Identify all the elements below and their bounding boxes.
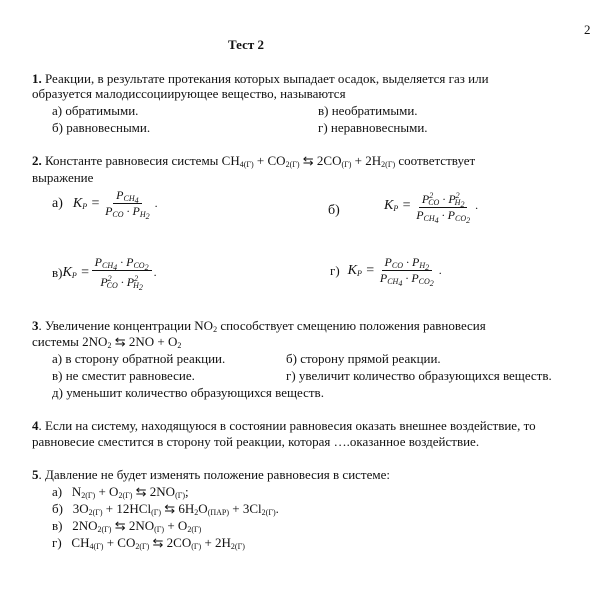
question-3-system: системы 2NO [32,334,108,349]
q5-option-a-label: а) [52,484,63,499]
q3-option-b: б) сторону прямой реакции. [286,351,441,366]
q2-option-a: а) $K_P$ = $\frac{P_{CH_4}}{P_{CO} \cdot P_{H_2}}$ . [52,188,158,221]
question-4-number: 4 [32,418,39,433]
question-5-line-1 [32,467,390,482]
q2-option-b: $K_P$ = $\frac{P^2_{CO} \cdot P^2_{H_2}}{P_{CH_4} \cdot P_{CO_2}}$ . [384,188,478,223]
q5-option-b-label: б) [52,501,63,516]
page-title: Тест 2 [228,37,265,52]
question-3-line-1: 3. Увеличение концентрации $NO_2$ способствует смещению положения равновесия [32,318,486,334]
question-4-text: . Если на систему, находящуюся в состоянии равновесия оказать внешнее воздействие, то [38,418,536,433]
question-3-system-end: ⇆ 2NO + O [111,334,178,349]
q3-option-d: д) уменьшит количество образующихся веществ. [52,385,324,400]
question-3-number: 3 [32,318,39,333]
question-2-line-1 [32,153,475,168]
question-1-text: Реакции, в результате протекания которых выпадает осадок, выделяется газ или [41,71,489,86]
q5-option-a: а) $N_{2(Г)} + O_{2(Г)}$ ⇆ $2NO_{(Г)}$; [52,484,189,500]
question-4-line-2: равновесие сместится в сторону той реакции, которая ….оказанное воздействие. [32,434,480,449]
question-4-line-1 [32,418,536,433]
q3-option-g: г) увеличит количество образующихся веществ. [286,368,552,383]
question-1-line-1 [32,71,489,86]
q2-option-a-label: а) [52,196,63,211]
q3-option-a: а) в сторону обратной реакции. [52,351,226,366]
q2-option-g-label: г) [330,263,340,278]
q2-option-b-label: б) [328,203,340,218]
q2-option-g: г) $K_P$ = $\frac{P_{CO} \cdot P_{H_2}}{P_{CH_4} \cdot P_{CO_2}}$ . [330,255,442,288]
q1-option-g: г) неравновесными. [318,120,428,135]
question-1-number: 1. [32,71,42,86]
q5-option-v: в) $2NO_{2(Г)}$ ⇆ $2NO_{(Г)} + O_{2(Г)}$ [52,518,202,534]
q1-option-v: в) необратимыми. [318,103,418,118]
q5-option-g: г) $CH_{4(Г)} + CO_{2(Г)}$ ⇆ $2CO_{(Г)} + 2H_{2(Г)}$ [52,535,245,551]
question-2-line-2: выражение [32,170,94,185]
q5-option-v-label: в) [52,518,63,533]
question-2-text-end: соответствует [395,153,476,168]
question-2-reaction: $CH_{4(Г)} + CO_{2(Г)}$ ⇆ $2CO_{(Г)} + 2H_{2(Г)}$ [221,153,396,169]
question-2-text: Константе равновесия системы [41,153,222,168]
q1-option-b: б) равновесными. [52,120,151,135]
question-3-text: . Увеличение концентрации NO [38,318,214,333]
q2-option-v: в) $K_P$ = $\frac{P_{CH_4} \cdot P_{CO_2}}{P^2_{CO} \cdot P^2_{H_2}}$ . [52,255,157,292]
question-5-number: 5 [32,467,39,482]
question-2-number: 2. [32,153,42,168]
question-1-line-2: образуется малодиссоциирующее вещество, называются [32,86,346,101]
question-3-text-end: способствует смещению положения равновесия [217,318,486,333]
q2-option-v-label: в) [52,265,63,280]
question-5-text: . Давление не будет изменять положение равновесия в системе: [38,467,390,482]
q5-option-g-label: г) [52,535,62,550]
q5-option-b: б) $3O_{2(Г)} + 12HCl_{(Г)}$ ⇆ $6H_2O_{(ПАР)} + 3Cl_{2(Г)}$. [52,501,279,517]
page-number: 2 [584,22,591,37]
q3-option-v: в) не сместит равновесие. [52,368,195,383]
q1-option-a: а) обратимыми. [52,103,139,118]
question-3-line-2: системы $2NO_2$ ⇆ $2NO + O_2$ [32,334,182,350]
